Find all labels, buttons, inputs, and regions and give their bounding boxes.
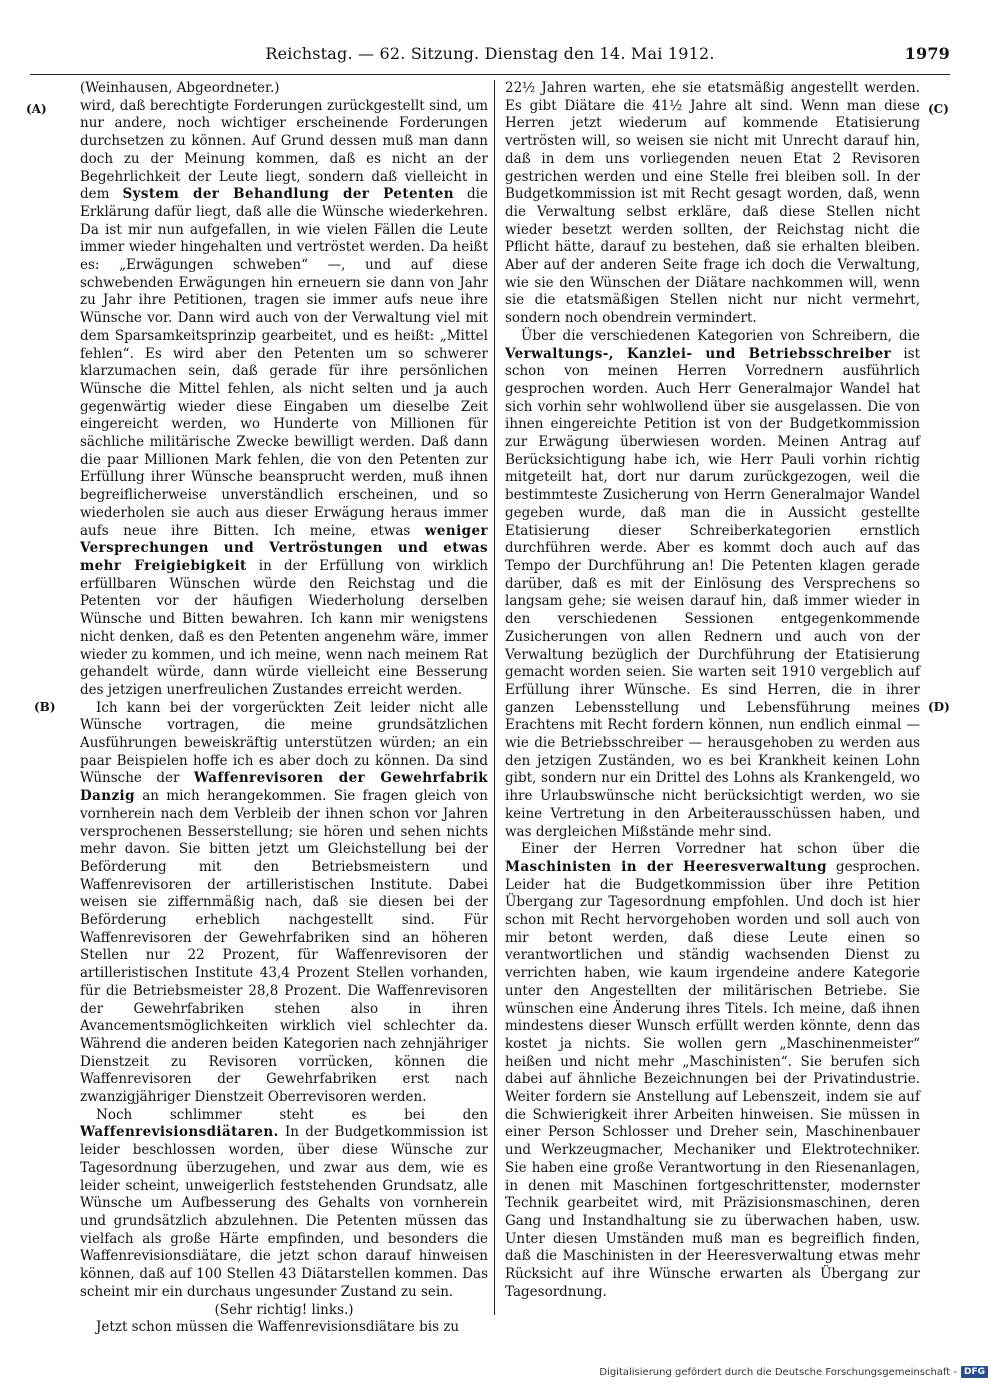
emphasis: Verwaltungs-, Kanzlei- und Betriebsschreiber <box>505 345 892 362</box>
text-run: an mich herangekommen. Sie fragen gleich von vornherein nach dem Verbleib der ihnen schon vor Jahren versprochenen Besserstellung; sie hören und sehen nichts mehr davon. Sie bitten jetzt um Gleichstellung bei der Beförderung mit den Betriebsmeistern und Waffenrevisoren der artilleristischen Institute. Dabei weisen sie ziffernmäßig nach, daß sie diesen bei der Beförderung erheblich nachgestellt sind. Für Waffenrevisoren der Gewehrfabriken sind an höheren Stellen nur 22 Prozent, für Waffenrevisoren der artilleristischen Institute 43,4 Prozent Stellen vorhanden, für die Betriebsmeister 28,8 Prozent. Die Waffenrevisoren der Gewehrfabriken stehen also in ihren Avancementsmöglichkeiten wirklich viel schlechter da. Während die anderen beiden Kategorien nach zehnjähriger Dienstzeit zu Revisoren vorrücken, können die Waffenrevisoren der Gewehrfabriken erst nach zwanzigjähriger Dienstzeit Oberrevisoren werden. <box>80 788 488 1106</box>
left-column <box>80 80 488 1336</box>
paragraph: 22½ Jahren warten, ehe sie etatsmäßig angestellt werden. Es gibt Diätare die 41½ Jahre alt sind. Wenn man diese Herren jetzt wiederum auf kommende Etatisierung vertrösten will, so weisen sie nicht mit Unrecht darauf hin, daß in dem uns vorliegenden neuen Etat 2 Revisoren gestrichen werden und eine Stelle frei bleiben soll. In der Budgetkommission ist mit Recht gesagt worden, daß, wenn die Verwaltung selbst erkläre, daß diese Stellen nicht wieder besetzt werden sollten, der Reichstag nicht die Pflicht hätte, darauf zu bestehen, daß sie erhalten bleiben. Aber auf der anderen Seite frage ich doch die Verwaltung, wie sie den Wünschen der Diätare nachkommen will, wenn sie die etatsmäßigen Stellen nicht nur nicht vermehrt, sondern noch obendrein vermindert. <box>505 80 920 327</box>
emphasis: System der Behandlung der Petenten <box>122 186 455 203</box>
emphasis: Waffenrevisoren der Gewehrfabrik Danzig <box>80 770 488 805</box>
paragraph <box>505 328 920 841</box>
text-run: In der Budgetkommission ist leider beschlossen worden, über diese Wünsche zur Tagesordnung überzugehen, und zwar aus dem, wie es leider scheint, unweigerlich feststehenden Grundsatz, alle Wünsche um Aufbesserung des Gehalts von vornherein und grundsätzlich abzulehnen. Die Petenten müssen das vielfach als große Härte empfinden, und besonders die Waffenrevisionsdiätare, die jetzt schon darauf hinweisen können, daß auf 100 Stellen 43 Diätarstellen kommen. Das scheint mir ein durchaus ungesunder Zustand zu sein. <box>80 1124 488 1300</box>
text-run: in der Erfüllung von wirklich erfüllbaren Wünschen würde den Reichstag und die Petenten vor der häufigen Wiederholung derselben Wünsche und Bitten bewahren. Ich kann mir wenigstens nicht denken, daß es den Petenten angenehm wäre, immer wieder zu kommen, und ich meine, wenn nach meinem Rat gehandelt würde, dann würde vielleicht eine Besserung des jetzigen unerfreulichen Zustandes erreicht werden. <box>80 557 488 698</box>
text-run: gesprochen. Leider hat die Budgetkommission über ihre Petition Übergang zur Tagesordnung empfohlen. Und doch ist hier schon mit Recht hervorgehoben worden und soll auch von mir betont werden, daß diese Leute einen so verantwortlichen und ständig wachsenden Dienst zu verrichten haben, wie kaum irgendeine andere Kategorie unter den Angestellten der militärischen Betriebe. Sie wünschen eine Änderung ihres Titels. Ich meine, daß ihnen mindestens dieser Wunsch erfüllt werden könnte, denn das kostet ja nichts. Sie wollen gern „Maschinenmeister“ heißen und nicht mehr „Maschinisten“. Sie berufen sich dabei auf ähnliche Bezeichnungen bei der Privatindustrie. Weiter fordern sie Anstellung auf Lebenszeit, indem sie auf die Schwierigkeit ihrer Arbeiten hinweisen. Sie müssen in einer Person Schlosser und Dreher sein, Maschinenbauer und Werkzeugmacher, Mechaniker und Elektrotechniker. Sie haben eine große Verantwortung in den Riesenanlagen, in denen mit Maschinen fortgeschrittenster, modernster Technik gearbeitet wird, mit Präzisionsmaschinen, deren Gang und Instandhaltung sie zu überwachen haben, usw. Unter diesen Umständen muß man es begreiflich finden, daß die Maschinisten in der Heeresverwaltung etwas mehr Rücksicht auf ihre Wünsche erwarten als Übergang zur Tagesordnung. <box>505 858 920 1300</box>
footer-credit <box>599 1366 988 1378</box>
interjection: (Sehr richtig! links.) <box>214 1301 354 1318</box>
text-run: wird, daß berechtigte Forderungen zurückgestellt sind, um nur andere, noch wichtiger erscheinende Forderungen durchsetzen zu können. Auf Grund dessen muß man dann doch zu der Meinung kommen, daß es nicht an der Begehrlichkeit der Leute liegt, sondern daß vielleicht in dem <box>80 97 488 203</box>
paragraph <box>505 841 920 1301</box>
page-title: Reichstag. — 62. Sitzung. Dienstag den 14. Mai 1912. <box>265 44 715 63</box>
text-run: die Erklärung dafür liegt, daß alle die Wünsche wiederkehren. Da ist mir nun aufgefallen, in wie vielen Fällen die Leute immer wieder hingehalten und vertröstet werden. Da heißt es: „Erwägungen schweben“ —, und auf diese schwebenden Erwägungen hin erneuern sie dann von Jahr zu Jahr ihre Petitionen, tragen sie immer aufs neue ihre Wünsche vor. Dann wird auch von der Verwaltung viel mit dem Sparsamkeitsprinzip gearbeitet, und es heißt: „Mittel fehlen“. Es wird aber den Petenten um so schwerer klarzumachen sein, daß gerade für ihre persönlichen Wünsche die Mittel fehlen, als nicht selten und ja auch gegenwärtig wieder diese Eingaben um dieselbe Zeit eingereicht werden, wo Hunderte von Millionen für sächliche militärische Zwecke bewilligt werden. Daß dann die paar Millionen Mark fehlen, die von den Petenten zur Erfüllung ihrer Wünsche beansprucht werden, muß ihnen begreiflicherweise unverständlich erscheinen, und so wiederholen sie auch aus dieser Erwägung heraus immer aufs neue ihre Bitten. Ich meine, etwas <box>80 186 488 539</box>
paragraph <box>80 700 488 1107</box>
margin-marker-a: (A) <box>26 102 47 116</box>
column-divider <box>494 80 495 1315</box>
margin-marker-d: (D) <box>928 700 950 714</box>
header-rule <box>30 74 950 75</box>
text-run: Einer der Herren Vorredner hat schon über die <box>521 841 920 858</box>
paragraph <box>80 98 488 700</box>
margin-marker-c: (C) <box>928 102 949 116</box>
emphasis: weniger Versprechungen und Vertröstungen und etwas mehr Freigiebigkeit <box>80 522 488 574</box>
emphasis: Waffenrevisionsdiätaren. <box>80 1124 279 1141</box>
text-run: Noch schlimmer steht es bei den <box>96 1106 488 1123</box>
right-column <box>505 80 920 1300</box>
page-number: 1979 <box>904 44 950 63</box>
paragraph: Jetzt schon müssen die Waffenrevisionsdiätare bis zu <box>96 1319 460 1336</box>
footer-text: Digitalisierung gefördert durch die Deutsche Forschungsgemeinschaft - <box>599 1366 957 1378</box>
text-run: ist schon von meinen Herren Vorrednern ausführlich gesprochen worden. Auch Herr Generalmajor Wandel hat sich vorhin sehr wohlwollend über sie ausgelassen. Die von ihnen eingereichte Petition ist von der Budgetkommission zur Erwägung überwiesen worden. Meinen Antrag auf Berücksichtigung habe ich, wie Herr Pauli vorhin richtig mitgeteilt hat, dort nur darum zurückgezogen, weil die bestimmteste Zusicherung von Herrn Generalmajor Wandel gegeben wurde, daß man die in Aussicht gestellte Etatisierung dieser Schreiberkategorien ernstlich durchführen werde. Aber es kommt doch auch auf das Tempo der Durchführung an! Die Petenten klagen gerade darüber, daß es mit der Einlösung des Versprechens so langsam gehe; sie weisen darauf hin, daß immer wieder in den verschiedenen Sessionen entgegenkommende Zusicherungen von allen Rednern und auch von der Verwaltung bezüglich der Durchführung der Etatisierung gemacht worden seien. Sie warten seit 1910 vergeblich auf Erfüllung ihrer Wünsche. Es sind Herren, die in ihrer ganzen Lebensstellung und Lebensführung meines Erachtens mit Recht fordern können, nun endlich einmal — wie die Betriebsschreiber — herausgehoben zu werden aus den jetzigen Zuständen, wo es bei Krankheit keinen Lohn gibt, sondern nur ein Drittel des Lohns als Krankengeld, wo ihre Urlaubswünsche nicht berücksichtigt werden, wo sie keine Vertretung in den Arbeiterausschüssen haben, und was dergleichen Mißstände mehr sind. <box>505 345 920 840</box>
emphasis: Maschinisten in der Heeresverwaltung <box>505 858 827 875</box>
speaker-note: (Weinhausen, Abgeordneter.) <box>80 80 280 96</box>
dfg-logo: DFG <box>961 1366 988 1378</box>
text-run: Ich kann bei der vorgerückten Zeit leider nicht alle Wünsche vortragen, die meine grundsätzlichen Ausführungen beweiskräftig unterstützen würden; an ein paar Beispielen hoffe ich es aber doch zu können. Da sind Wünsche der <box>80 699 488 787</box>
paragraph <box>80 1107 488 1302</box>
page-header <box>30 44 950 68</box>
text-run: Über die verschiedenen Kategorien von Schreibern, die <box>521 327 920 344</box>
margin-marker-b: (B) <box>34 700 56 714</box>
